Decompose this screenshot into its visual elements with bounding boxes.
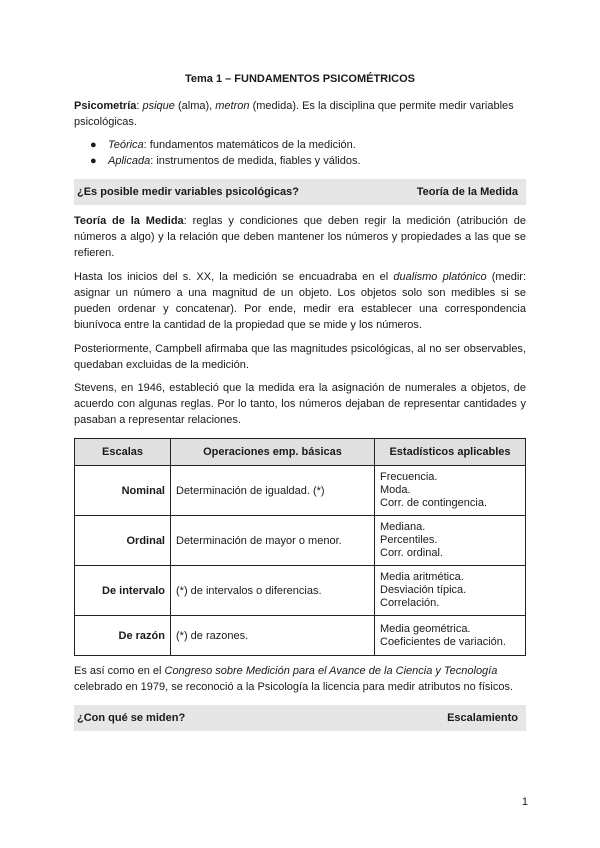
operation-cell: (*) de intervalos o diferencias.: [171, 566, 375, 616]
section-topic: Teoría de la Medida: [416, 186, 518, 198]
congreso-text-c: celebrado en 1979, se reconoció a la Psicología la licencia para medir atributos no físicos.: [74, 681, 514, 693]
stats-cell: [375, 616, 526, 656]
hasta-paragraph: [74, 269, 526, 333]
intro-word-psique: psique: [142, 100, 175, 112]
table-header-row: [75, 439, 526, 466]
page-title: Tema 1 – FUNDAMENTOS PSICOMÉTRICOS: [184, 73, 416, 85]
section-question: ¿Es posible medir variables psicológicas?: [77, 186, 299, 198]
stat-item: Desviación típica.: [380, 584, 467, 596]
scale-cell: Ordinal: [75, 516, 171, 566]
hasta-text-c: (medir: asignar un número a una magnitud de un objeto. Los objetos solo son medibles si se pueden ordenar y concatenar). Por ende, medir era establecer una correspondencia biunívoca entre la cantidad de la propiedad que se mide y los números.: [74, 271, 526, 331]
stat-item: Corr. ordinal.: [380, 547, 443, 559]
stats-cell: [375, 466, 526, 516]
stat-item: Media aritmética.: [380, 571, 464, 583]
bullet-icon: ●: [90, 155, 97, 167]
section-question: ¿Con qué se miden?: [77, 712, 186, 724]
scale-cell: De razón: [75, 616, 171, 656]
scales-table: [74, 438, 526, 656]
teoria-term: Teoría de la Medida: [74, 215, 184, 227]
bullet-list: [74, 137, 526, 169]
bullet-name: Aplicada: [108, 155, 151, 167]
stat-item: Corr. de contingencia.: [380, 497, 488, 509]
intro-word-metron: metron: [215, 100, 250, 112]
stevens-paragraph: Stevens, en 1946, estableció que la medida era la asignación de numerales a objetos, de acuerdo con algunas reglas. Por lo tanto, los números dejaban de representar cantidades y pasaban a representar relaciones.: [74, 382, 526, 426]
stat-item: Correlación.: [380, 597, 440, 609]
scale-cell: Nominal: [75, 466, 171, 516]
congreso-paragraph: [74, 663, 526, 695]
intro-mid-1: (alma),: [174, 100, 216, 112]
intro-mid-2: (medida). Es la disciplina que permite medir variables psicológicas.: [74, 100, 514, 128]
section-topic: Escalamiento: [447, 712, 518, 724]
column-header: Operaciones emp. básicas: [171, 439, 375, 466]
intro-term: Psicometría: [74, 100, 137, 112]
column-header: Escalas: [75, 439, 171, 466]
stat-item: Media geométrica.: [380, 622, 471, 635]
list-item: [74, 153, 526, 169]
operation-cell: (*) de razones.: [171, 616, 375, 656]
table-row: [75, 616, 526, 656]
stat-item: Coeficientes de variación.: [380, 635, 506, 648]
intro-paragraph: [74, 98, 526, 130]
congreso-text-a: Es así como en el: [74, 665, 165, 677]
operation-cell: Determinación de igualdad. (*): [171, 466, 375, 516]
stat-item: Mediana.: [380, 521, 426, 533]
bullet-text: : instrumentos de medida, fiables y válidos.: [150, 155, 361, 167]
stat-item: Moda.: [380, 484, 411, 496]
table-row: [75, 516, 526, 566]
section-header-medida: [74, 179, 526, 205]
teoria-text: : reglas y condiciones que deben regir la medición (atribución de números a algo) y la relación que deben mantener los números y propiedades a las que se refieren.: [74, 215, 526, 259]
stats-cell: [375, 566, 526, 616]
hasta-text-b: dualismo platónico: [393, 271, 487, 283]
stat-item: Percentiles.: [380, 534, 438, 546]
table-row: [75, 466, 526, 516]
stats-cell: [375, 516, 526, 566]
list-item: [74, 137, 526, 153]
operation-cell: Determinación de mayor o menor.: [171, 516, 375, 566]
column-header: Estadísticos aplicables: [375, 439, 526, 466]
hasta-text-a: Hasta los inicios del s. XX, la medición se encuadraba en el: [74, 271, 394, 283]
scale-cell: De intervalo: [75, 566, 171, 616]
stat-item: Frecuencia.: [380, 471, 438, 483]
bullet-text: : fundamentos matemáticos de la medición.: [143, 139, 356, 151]
bullet-name: Teórica: [108, 139, 144, 151]
page-number: 1: [521, 796, 528, 808]
bullet-icon: ●: [90, 139, 97, 151]
table-row: [75, 566, 526, 616]
intro-sep: :: [136, 100, 143, 112]
congreso-text-b: Congreso sobre Medición para el Avance de la Ciencia y Tecnología: [164, 665, 498, 677]
teoria-paragraph: [74, 213, 526, 261]
campbell-paragraph: Posteriormente, Campbell afirmaba que las magnitudes psicológicas, al no ser observables, quedaban excluidas de la medición.: [74, 343, 526, 371]
section-header-escalamiento: [74, 705, 526, 731]
